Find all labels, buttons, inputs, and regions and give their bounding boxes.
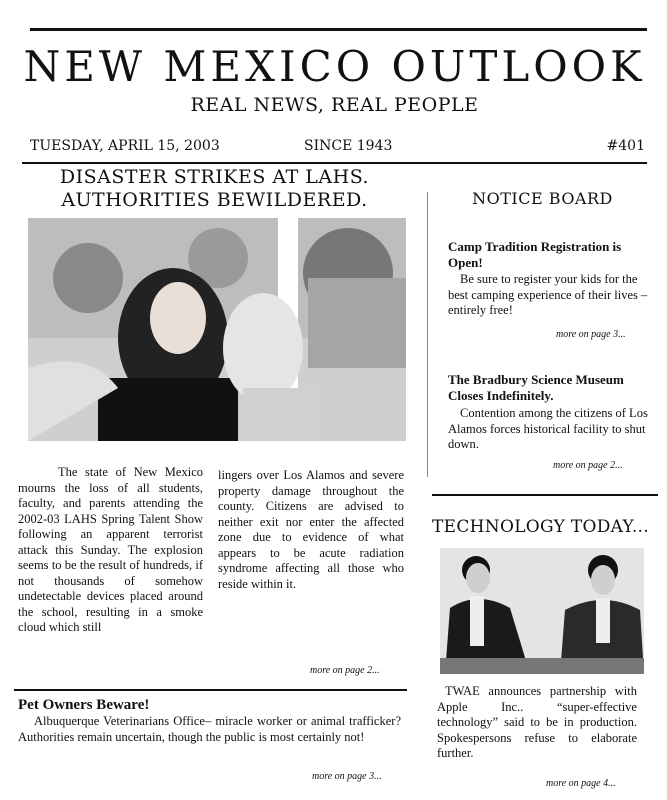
column-divider	[427, 192, 428, 477]
main-story-column-2: lingers over Los Alamos and severe property damage throughout the county. Citizens are advised to neither exit nor enter the affected zone due to evidence of what appears to be acute radiation syndrome affecting all those who reside within it.	[218, 468, 404, 591]
main-story-column-1: The state of New Mexico mourns the loss of all students, faculty, and parents attending the 2002-03 LAHS Spring Talent Show following an apparent terrorist attack this Sunday. The explosion seems to be the result of hundreds, if not thousands of somehow undetectable devices placed around the school, resulting in a smoke cloud which still	[18, 465, 203, 634]
pets-title: Pet Owners Beware!	[18, 697, 150, 713]
newspaper-title: NEW MEXICO OUTLOOK	[23, 42, 646, 91]
dateline-rule	[22, 162, 647, 164]
main-headline	[22, 166, 407, 212]
notice-item-2-title: The Bradbury Science Museum Closes Indefinitely.	[448, 372, 624, 403]
headline-line-1: DISASTER STRIKES AT LAHS.	[59, 166, 370, 188]
pets-divider	[14, 689, 407, 691]
top-rule	[30, 28, 647, 31]
notice-item-1-title: Camp Tradition Registration is Open!	[448, 239, 622, 270]
technology-photo	[440, 548, 644, 674]
technology-body: TWAE announces partnership with Apple Inc.. “super-effective technology” said to be in production. Spokespersons refuse to elaborate further.	[437, 684, 637, 760]
issue-number: #401	[606, 138, 645, 154]
issue-date: TUESDAY, APRIL 15, 2003	[30, 138, 220, 154]
headline-line-2: AUTHORITIES BEWILDERED.	[61, 189, 368, 211]
technology-more-link[interactable]: more on page 4...	[546, 778, 616, 789]
notice-item-1-body: Be sure to register your kids for the best camping experience of their lives – entirely free!	[448, 272, 648, 317]
technology-title: TECHNOLOGY TODAY...	[432, 517, 649, 537]
notice-item-1-more-link[interactable]: more on page 3...	[556, 329, 626, 340]
pets-body: Albuquerque Veterinarians Office– miracle worker or animal trafficker? Authorities remain uncertain, though the public is most certainly not!	[18, 714, 401, 744]
notice-item-2-more-link[interactable]: more on page 2...	[553, 460, 623, 471]
notice-board-title: NOTICE BOARD	[472, 189, 613, 208]
notice-item-2-body: Contention among the citizens of Los Alamos forces historical facility to shut down.	[448, 406, 648, 451]
technology-divider	[432, 494, 658, 496]
newspaper-tagline: REAL NEWS, REAL PEOPLE	[190, 94, 479, 116]
pets-more-link[interactable]: more on page 3...	[312, 771, 382, 782]
main-story-more-link[interactable]: more on page 2...	[310, 665, 380, 676]
since-year: SINCE 1943	[304, 138, 393, 154]
main-story-photo	[28, 218, 406, 441]
